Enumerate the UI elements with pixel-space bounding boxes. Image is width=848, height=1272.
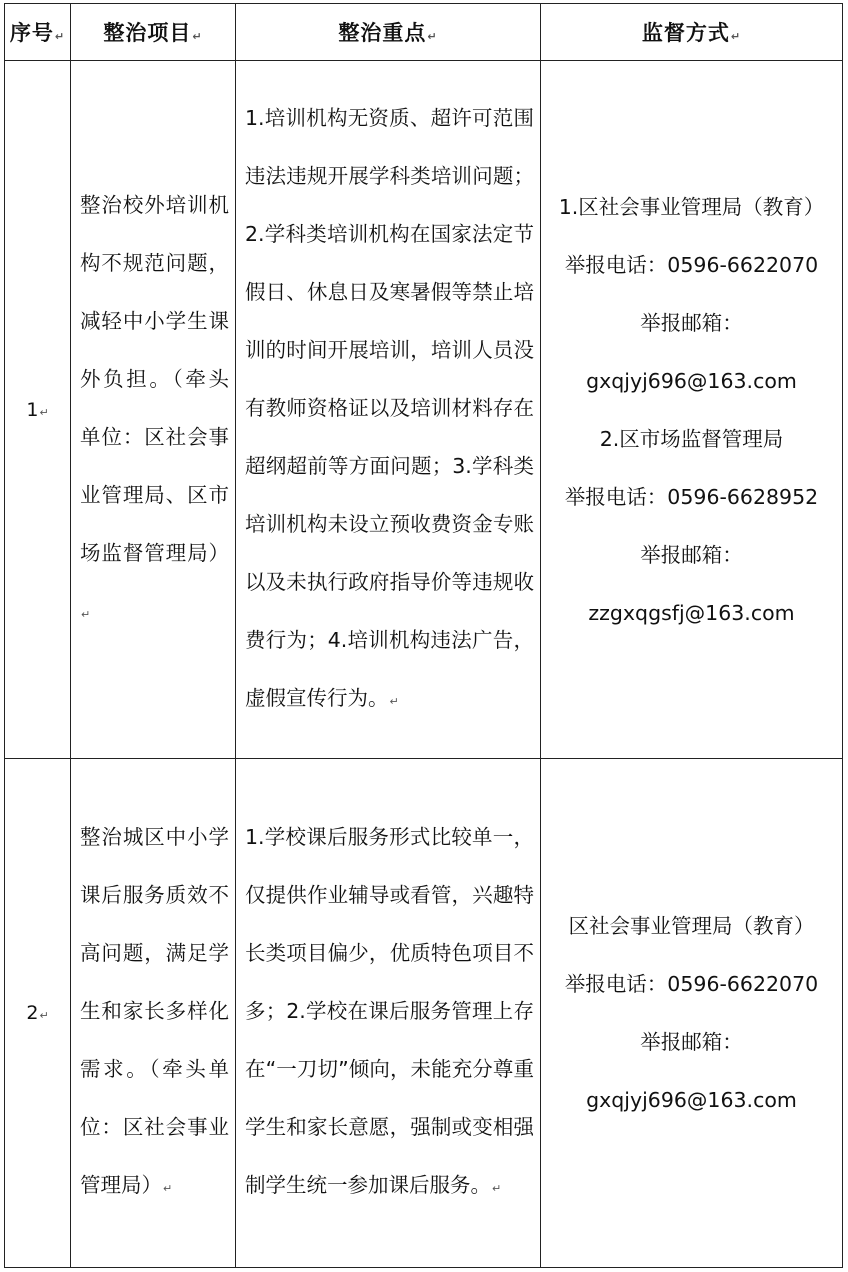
header-item: 整治项目↵ — [71, 4, 236, 61]
supervision-line: 举报邮箱： — [640, 542, 743, 567]
rectification-table — [4, 3, 843, 1268]
supervision-email: gxqjyj696@163.com — [586, 1088, 797, 1112]
supervision-line: 区社会事业管理局（教育） — [568, 914, 815, 938]
header-focus: 整治重点↵ — [236, 4, 541, 61]
header-row — [5, 4, 843, 61]
supervision-cell — [541, 759, 843, 1268]
supervision-line: 举报电话：0596-6622070 — [564, 252, 819, 277]
focus-cell: 1.培训机构无资质、超许可范围违法违规开展学科类培训问题；2.学科类培训机构在国家法定节假日、休息日及寒暑假等禁止培训的时间开展培训，培训人员没有教师资格证以及培训材料存在超纲超前等方面问题；3.学科类培训机构未设立预收费资金专账以及未执行政府指导价等违规收费行为；4.培训机构违法广告，虚假宣传行为。↵ — [236, 61, 541, 759]
focus-cell: 1.学校课后服务形式比较单一，仅提供作业辅导或看管，兴趣特长类项目偏少，优质特色项目不多；2.学校在课后服务管理上存在“一刀切”倾向，未能充分尊重学生和家长意愿，强制或变相强制学生统一参加课后服务。↵ — [236, 759, 541, 1268]
supervision-email: gxqjyj696@163.com — [586, 368, 797, 393]
supervision-line: 2.区市场监督管理局 — [599, 426, 784, 451]
item-cell: 整治城区中小学课后服务质效不高问题，满足学生和家长多样化需求。（牵头单位：区社会事业管理局）↵ — [71, 759, 236, 1268]
supervision-cell — [541, 61, 843, 759]
supervision-line: 举报邮箱： — [640, 310, 743, 335]
header-serial-number: 序号↵ — [5, 4, 71, 61]
supervision-line: 举报邮箱： — [640, 1030, 743, 1054]
serial-number-cell: 1↵ — [5, 61, 71, 759]
header-supervision: 监督方式↵ — [541, 4, 843, 61]
table-row — [5, 759, 843, 1268]
table-row — [5, 61, 843, 759]
serial-number-cell: 2↵ — [5, 759, 71, 1268]
item-cell: 整治校外培训机构不规范问题，减轻中小学生课外负担。（牵头单位：区社会事业管理局、区市场监督管理局）↵ — [71, 61, 236, 759]
supervision-email: zzgxqgsfj@163.com — [588, 600, 795, 625]
supervision-line: 举报电话：0596-6628952 — [564, 484, 819, 509]
supervision-line: 举报电话：0596-6622070 — [564, 972, 819, 996]
supervision-line: 1.区社会事业管理局（教育） — [558, 194, 825, 219]
